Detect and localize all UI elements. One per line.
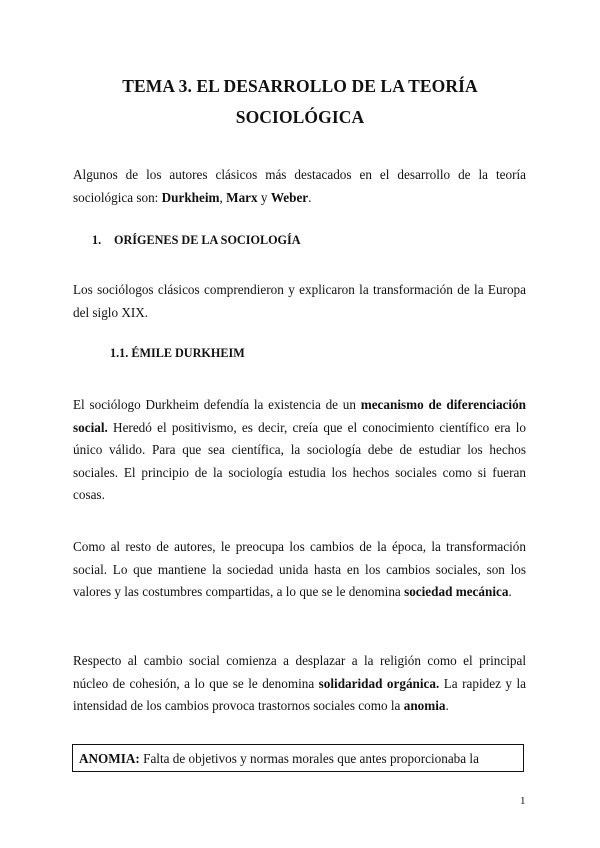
text-run: Respecto al cambio social comienza a desplazar a la religión como el principal núcleo de cohesión, a lo que se le denomina (73, 653, 526, 691)
durkheim-paragraph-3 (73, 650, 526, 718)
author-weber: Weber (270, 189, 309, 205)
term-sociedad-mecanica: sociedad mecánica (404, 584, 509, 599)
intro-end: . (308, 189, 312, 205)
definition-term: ANOMIA: (79, 751, 140, 766)
section-1-heading (92, 233, 301, 248)
page-number: 1 (520, 795, 526, 807)
intro-separator: y (257, 189, 271, 205)
document-title-line-2: SOCIOLÓGICA (235, 107, 365, 127)
intro-separator: , (219, 189, 227, 205)
text-run: . (445, 698, 449, 713)
text-run: . (508, 584, 512, 599)
section-1-paragraph: Los sociólogos clásicos comprendieron y explicaron la transformación de la Europa del siglo XIX. (73, 282, 526, 320)
intro-text: Algunos de los autores clásicos más destacados en el desarrollo de la teoría sociológica son: (73, 167, 526, 205)
term-solidaridad-organica: solidaridad orgánica. (318, 675, 440, 691)
durkheim-paragraph-2 (73, 536, 526, 604)
intro-paragraph (73, 164, 526, 209)
text-run: Como al resto de autores, le preocupa los cambios de la época, la transformación social. Lo que mantiene la sociedad unida hasta en los cambios sociales, son los valores y las costumbres compartidas, a lo que se le denomina (73, 539, 526, 599)
document-title-line-1: TEMA 3. EL DESARROLLO DE LA TEORÍA (122, 76, 478, 96)
term-anomia: anomia (403, 698, 446, 713)
text-run: El sociólogo Durkheim defendía la existencia de un (73, 397, 361, 412)
text-run: La rapidez y la intensidad de los cambios provoca trastornos sociales como la (73, 675, 526, 713)
definition-text: Falta de objetivos y normas morales que antes proporcionaba la (139, 751, 479, 766)
section-1-title: ORÍGENES DE LA SOCIOLOGÍA (114, 233, 301, 247)
author-durkheim: Durkheim (161, 189, 220, 205)
term-mecanismo-diferenciacion: mecanismo de diferenciación social. (73, 397, 526, 435)
durkheim-paragraph-1 (73, 394, 526, 507)
section-1-number: 1. (92, 233, 102, 247)
author-marx: Marx (226, 189, 258, 205)
text-run: Heredó el positivismo, es decir, creía que el conocimiento científico era lo único válido. Para que sea científica, la sociología debe de estudiar los hechos sociales. El principio de la sociología estudia los hechos sociales como si fueran cosas. (73, 419, 526, 502)
section-1-1-heading: 1.1. ÉMILE DURKHEIM (110, 346, 245, 360)
anomia-definition-box (72, 744, 524, 772)
